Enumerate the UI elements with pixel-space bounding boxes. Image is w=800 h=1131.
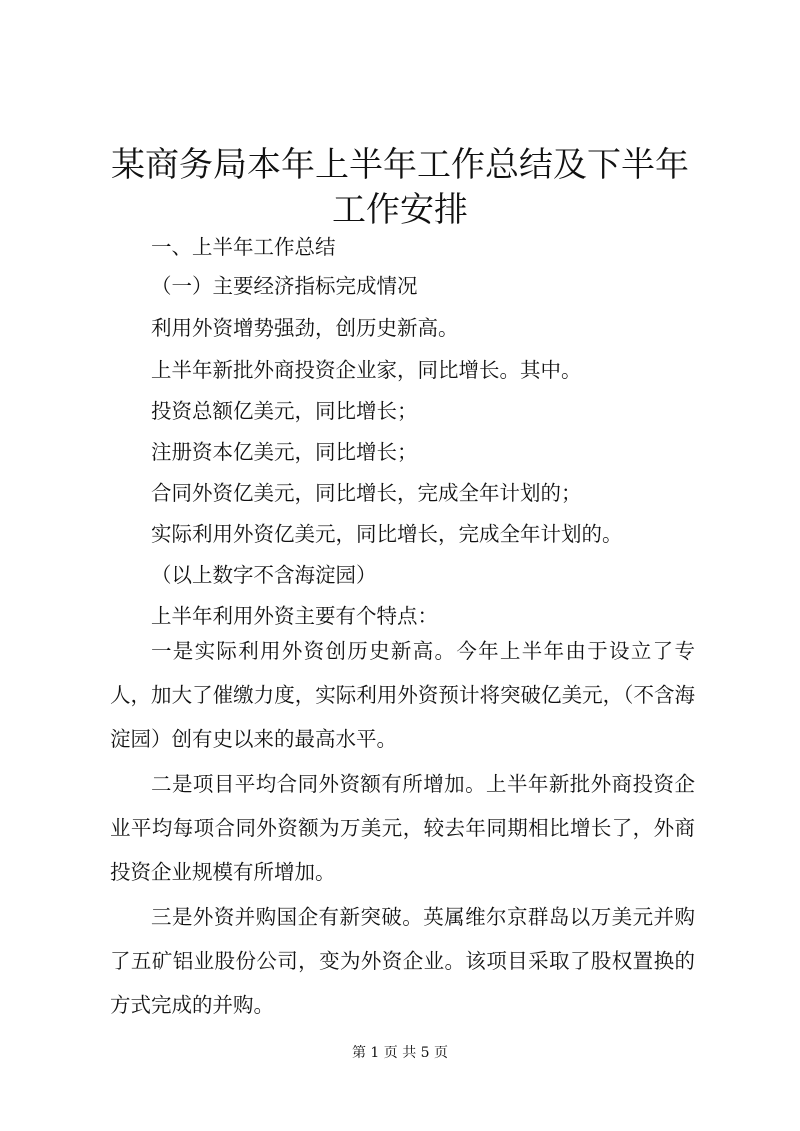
paragraph: 三是外资并购国企有新突破。英属维尔京群岛以万美元并购了五矿铝业股份公司，变为外资企业。该项目采取了股权置换的方式完成的并购。 <box>110 905 695 1017</box>
text-line: 投资总额亿美元，同比增长； <box>151 399 418 423</box>
page-number-footer: 第 1 页 共 5 页 <box>351 1045 449 1061</box>
paragraph: 一是实际利用外资创历史新高。今年上半年由于设立了专人，加大了催缴力度，实际利用外资预计将突破亿美元，（不含海淀园）创有史以来的最高水平。 <box>110 639 695 751</box>
paragraph: 二是项目平均合同外资额有所增加。上半年新批外商投资企业平均每项合同外资额为万美元，较去年同期相比增长了，外商投资企业规模有所增加。 <box>110 772 695 884</box>
text-line: 注册资本亿美元，同比增长； <box>151 440 418 464</box>
text-line: 上半年利用外资主要有个特点： <box>151 604 438 628</box>
subsection-heading: （一）主要经济指标完成情况 <box>151 274 418 298</box>
text-line: （以上数字不含海淀园） <box>151 563 377 587</box>
text-line: 利用外资增势强劲，创历史新高。 <box>151 316 459 340</box>
section-heading: 一、上半年工作总结 <box>151 235 336 259</box>
text-line: 合同外资亿美元，同比增长，完成全年计划的； <box>151 481 582 505</box>
text-line: 实际利用外资亿美元，同比增长，完成全年计划的。 <box>151 522 623 546</box>
document-title: 某商务局本年上半年工作总结及下半年工作安排 <box>111 145 689 230</box>
text-line: 上半年新批外商投资企业家，同比增长。其中。 <box>151 358 582 382</box>
